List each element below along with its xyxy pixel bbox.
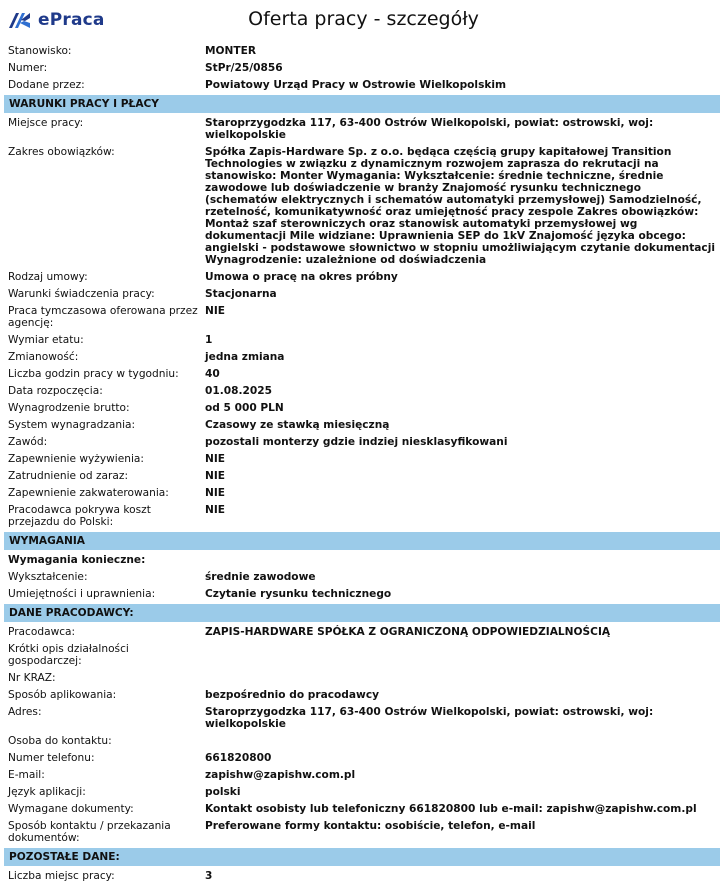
field-label: Osoba do kontaktu: [8, 735, 112, 747]
row-data-rozpoczecia [4, 383, 720, 400]
field-value: 3 [205, 870, 213, 882]
field-value: 1 [205, 334, 213, 346]
field-label: Wymagane dokumenty: [8, 803, 134, 815]
field-value: NIE [205, 504, 226, 516]
field-label: Numer: [8, 62, 48, 74]
row-dodane-przez [4, 77, 720, 94]
field-label: Dodane przez: [8, 79, 85, 91]
logo-text: ePraca [38, 10, 105, 30]
field-value [205, 672, 720, 684]
row-system-wynagradzania [4, 417, 720, 434]
row-liczba-godzin [4, 366, 720, 383]
field-label: Zatrudnienie od zaraz: [8, 470, 129, 482]
field-label: Zapewnienie zakwaterowania: [8, 487, 169, 499]
row-pracodawca [4, 624, 720, 641]
field-label: Adres: [8, 706, 42, 718]
row-wyksztalcenie [4, 569, 720, 586]
row-email [4, 767, 720, 784]
field-value [205, 735, 720, 747]
field-value: Czytanie rysunku technicznego [205, 588, 392, 600]
field-value: jedna zmiana [205, 351, 285, 363]
row-sposob-kontaktu [4, 818, 720, 847]
field-value: Powiatowy Urząd Pracy w Ostrowie Wielkopolskim [205, 79, 507, 91]
field-label: System wynagradzania: [8, 419, 136, 431]
field-value: średnie zawodowe [205, 571, 316, 583]
row-miejsce-pracy [4, 115, 720, 144]
field-value: NIE [205, 487, 226, 499]
row-zatrudnienie-od-zaraz [4, 468, 720, 485]
row-numer-telefonu [4, 750, 720, 767]
row-adres [4, 704, 720, 733]
row-jezyk-aplikacji [4, 784, 720, 801]
section-header-wymagania: WYMAGANIA [4, 532, 720, 550]
field-value: 661820800 [205, 752, 272, 764]
section-header-dane-pracodawcy: DANE PRACODAWCY: [4, 604, 720, 622]
row-wynagrodzenie [4, 400, 720, 417]
field-label: Warunki świadczenia pracy: [8, 288, 155, 300]
field-label: Pracodawca pokrywa koszt przejazdu do Polski: [8, 504, 151, 528]
row-osoba-do-kontaktu [4, 733, 720, 750]
field-value: bezpośrednio do pracodawcy [205, 689, 380, 701]
field-label: Wymiar etatu: [8, 334, 84, 346]
field-value: 01.08.2025 [205, 385, 273, 397]
field-label: Wykształcenie: [8, 571, 88, 583]
field-label: Nr KRAZ: [8, 672, 56, 684]
section-header-pozostale-dane: POZOSTAŁE DANE: [4, 848, 720, 866]
field-value: Umowa o pracę na okres próbny [205, 271, 398, 283]
field-value: NIE [205, 453, 226, 465]
row-opis-dzialalnosci [4, 641, 720, 670]
row-wymagane-dokumenty [4, 801, 720, 818]
field-value: NIE [205, 470, 226, 482]
field-value: 40 [205, 368, 220, 380]
page-header [0, 0, 722, 42]
field-label: Pracodawca: [8, 626, 76, 638]
offer-details [4, 43, 720, 885]
row-umiejetnosci [4, 586, 720, 603]
field-value: NIE [205, 305, 226, 317]
field-label: Stanowisko: [8, 45, 72, 57]
row-sposob-aplikowania [4, 687, 720, 704]
subsection-title: Wymagania konieczne: [8, 554, 146, 566]
field-value: Staroprzygodzka 117, 63-400 Ostrów Wielkopolski, powiat: ostrowski, woj: wielkopolskie [205, 117, 654, 141]
row-liczba-miejsc [4, 868, 720, 885]
field-label: Numer telefonu: [8, 752, 95, 764]
field-value: polski [205, 786, 241, 798]
row-warunki-swiadczenia [4, 286, 720, 303]
field-value: Staroprzygodzka 117, 63-400 Ostrów Wielkopolski, powiat: ostrowski, woj: wielkopolskie [205, 706, 654, 730]
field-label: Zawód: [8, 436, 48, 448]
field-label: Miejsce pracy: [8, 117, 84, 129]
section-header-warunki: WARUNKI PRACY I PŁACY [4, 95, 720, 113]
row-zapewnienie-wyzywienia [4, 451, 720, 468]
page-title: Oferta pracy - szczegóły [248, 8, 479, 30]
field-label: Sposób kontaktu / przekazania dokumentów: [8, 820, 171, 844]
field-value: Stacjonarna [205, 288, 277, 300]
field-label: Sposób aplikowania: [8, 689, 117, 701]
row-koszt-przejazdu [4, 502, 720, 531]
row-zakres-obowiazkow [4, 144, 720, 269]
field-value: pozostali monterzy gdzie indziej niesklasyfikowani [205, 436, 508, 448]
field-value: Czasowy ze stawką miesięczną [205, 419, 390, 431]
field-value [205, 643, 720, 667]
field-label: Krótki opis działalności gospodarczej: [8, 643, 129, 667]
row-nr-kraz [4, 670, 720, 687]
field-label: E-mail: [8, 769, 45, 781]
field-label: Zakres obowiązków: [8, 146, 115, 158]
field-label: Umiejętności i uprawnienia: [8, 588, 156, 600]
field-value: Kontakt osobisty lub telefoniczny 661820800 lub e-mail: zapishw@zapishw.com.pl [205, 803, 697, 815]
row-stanowisko [4, 43, 720, 60]
field-value: MONTER [205, 45, 257, 57]
field-label: Data rozpoczęcia: [8, 385, 103, 397]
field-label: Wynagrodzenie brutto: [8, 402, 130, 414]
field-label: Praca tymczasowa oferowana przez agencję: [8, 305, 198, 329]
field-label: Liczba godzin pracy w tygodniu: [8, 368, 179, 380]
field-value: StPr/25/0856 [205, 62, 283, 74]
field-value: od 5 000 PLN [205, 402, 284, 414]
row-zapewnienie-zakwaterowania [4, 485, 720, 502]
field-value: ZAPIS-HARDWARE SPÓŁKA Z OGRANICZONĄ ODPOWIEDZIALNOŚCIĄ [205, 626, 611, 638]
row-zmianowosc [4, 349, 720, 366]
field-value: Spółka Zapis-Hardware Sp. z o.o. będąca częścią grupy kapitałowej Transition Technologies w związku z dynamicznym rozwojem zaprasza do rekrutacji na stanowisko: Monter Wymagania: Wykształcenie: średnie techniczne, średnie zawodowe lub doświadczenie w branży Znajomość rysunku technicznego (schematów elektrycznych i schematów automatyki przemysłowej) Samodzielność, rzetelność, komunikatywność oraz umiejętność pracy zespole Zakres obowiązków: Montaż szaf sterowniczych oraz stanowisk automatyki przemysłowej wg dokumentacji Mile widziane: Uprawnienia SEP do 1kV Znajomość języka obcego: angielski - podstawowe słownictwo w stopniu umożliwiającym czytanie dokumentacji Wynagrodzenie: uzależnione od doświadczenia [205, 146, 715, 266]
row-rodzaj-umowy [4, 269, 720, 286]
field-value: Preferowane formy kontaktu: osobiście, telefon, e-mail [205, 820, 536, 832]
field-label: Rodzaj umowy: [8, 271, 88, 283]
email-value[interactable]: zapishw@zapishw.com.pl [205, 769, 356, 781]
row-praca-tymczasowa [4, 303, 720, 332]
row-numer [4, 60, 720, 77]
field-label: Zmianowość: [8, 351, 79, 363]
row-wymiar-etatu [4, 332, 720, 349]
field-label: Liczba miejsc pracy: [8, 870, 115, 882]
row-zawod [4, 434, 720, 451]
field-label: Język aplikacji: [8, 786, 86, 798]
field-label: Zapewnienie wyżywienia: [8, 453, 144, 465]
